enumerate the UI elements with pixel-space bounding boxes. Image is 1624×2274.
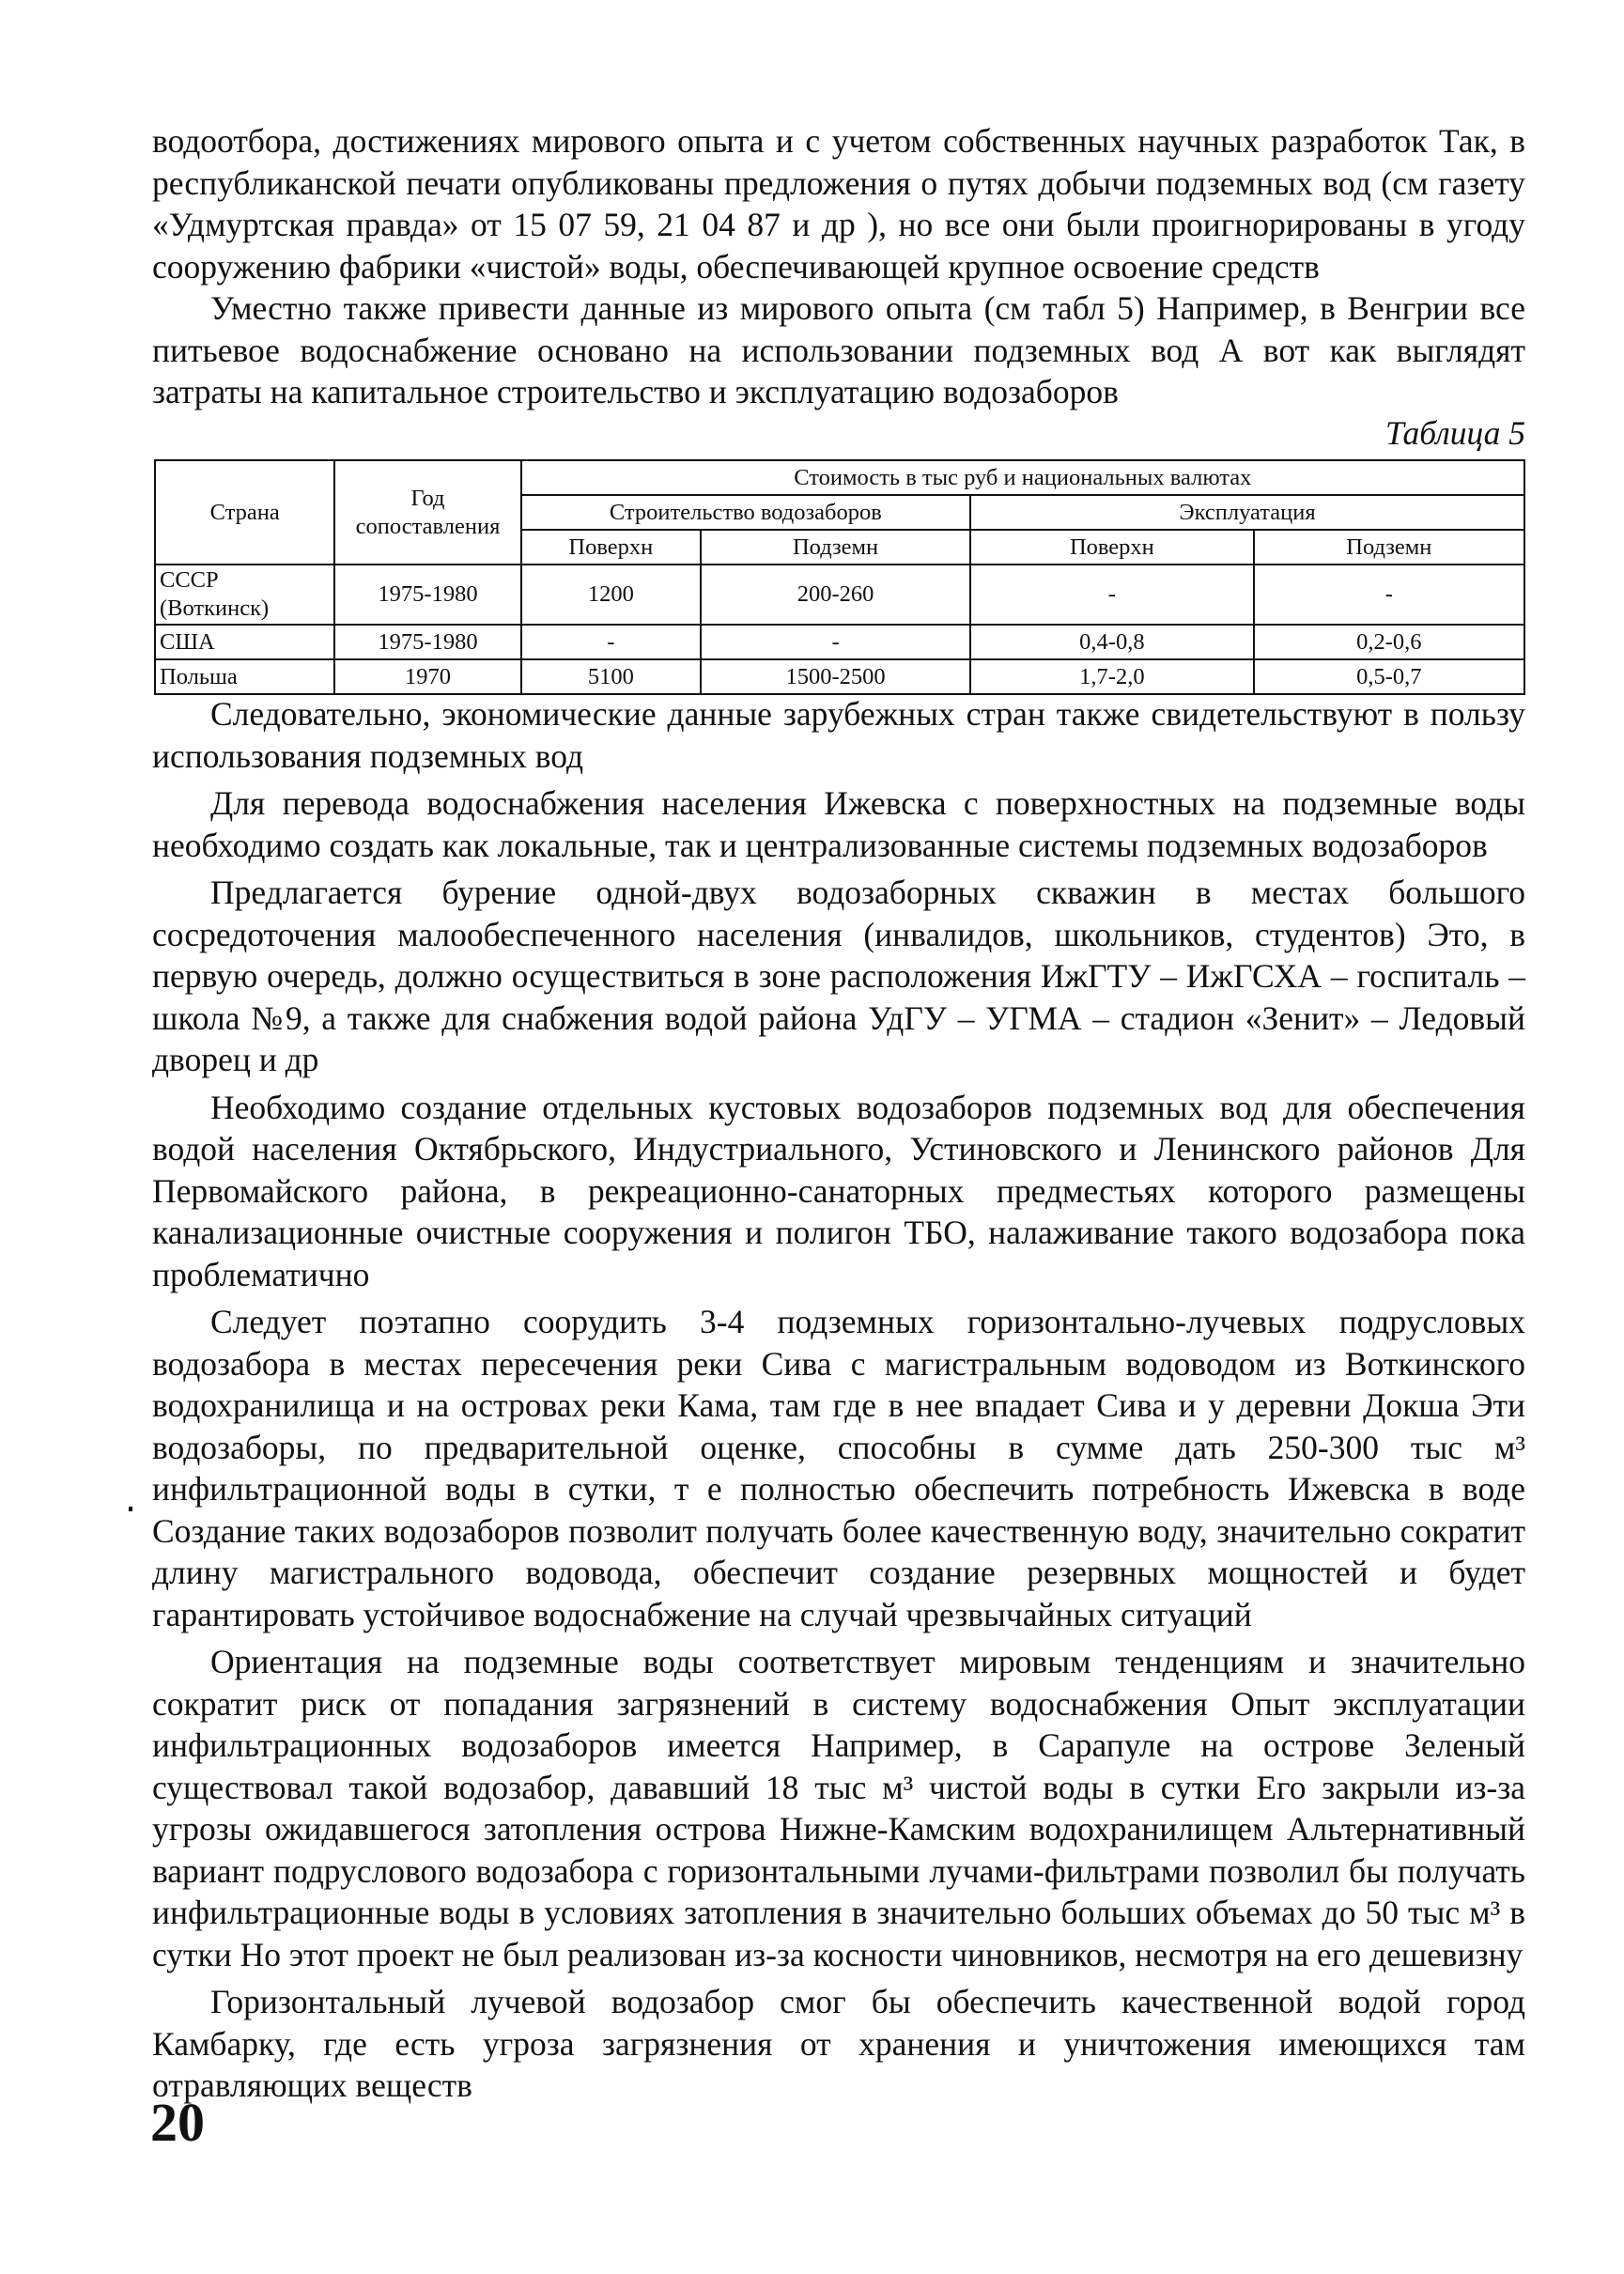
table-header-row [155,460,1524,495]
header-operation: Эксплуатация [970,495,1524,530]
header-surface: Поверхн [970,530,1254,565]
paragraph: Для перевода водоснабжения населения Ижевска с поверхностных на подземные воды необходимо создать как локальные, так и централизованные системы подземных водозаборов [152,784,1525,864]
cell-operation-surface: 1,7-2,0 [970,659,1254,694]
table-row [155,659,1524,694]
cell-construction-surface: - [521,625,701,659]
cell-operation-underground: 0,2-0,6 [1254,625,1524,659]
cell-country: СССР (Воткинск) [155,565,334,625]
header-year: Год сопоставления [334,460,520,565]
cell-construction-underground: 1500-2500 [701,659,970,694]
paragraph: водоотбора, достижениях мирового опыта и с учетом собственных научных разработок Так, в республиканской печати опубликованы предложения о путях добычи подземных вод (см газету «Удмуртская правда» от 15 07 59, 21 04 87 и др ), но все они были проигнорированы в угоду сооружению фабрики «чистой» воды, обеспечивающей крупное освоение средств [152,122,1525,286]
cell-operation-surface: 0,4-0,8 [970,625,1254,659]
cell-construction-underground: 200-260 [701,565,970,625]
page-number: 20 [150,2092,205,2153]
header-underground: Подземн [1254,530,1524,565]
cell-country: США [155,625,334,659]
cell-construction-underground: - [701,625,970,659]
header-country: Страна [155,460,334,565]
paragraph: Необходимо создание отдельных кустовых водозаборов подземных вод для обеспечения водой населения Октябрьского, Индустриального, Устиновского и Ленинского районов Для Первомайского района, в рекреационно-санаторных предместьях которого размещены канализационные очистные сооружения и полигон ТБО, налаживание такого водозабора пока проблематично [152,1088,1525,1293]
header-underground: Подземн [701,530,970,565]
table-row [155,565,1524,625]
paragraph: Следовательно, экономические данные зарубежных стран также свидетельствуют в пользу использования подземных вод [152,695,1525,775]
table-caption: Таблица 5 [1385,414,1525,452]
text-block-top [152,120,1525,413]
cell-year: 1970 [334,659,520,694]
cell-year: 1975-1980 [334,565,520,625]
text-block-bottom [152,693,1525,2107]
header-construction: Строительство водозаборов [521,495,970,530]
cell-construction-surface: 5100 [521,659,701,694]
paragraph: Горизонтальный лучевой водозабор смог бы обеспечить качественной водой город Камбарку, где есть угроза загрязнения от хранения и уничтожения имеющихся там отравляющих веществ [152,1983,1525,2104]
cell-operation-underground: 0,5-0,7 [1254,659,1524,694]
paragraph: Уместно также привести данные из мирового опыта (см табл 5) Например, в Венгрии все питьевое водоснабжение основано на использовании подземных вод А вот как выглядят затраты на капитальное строительство и эксплуатацию водозаборов [152,289,1525,410]
header-surface: Поверхн [521,530,701,565]
cell-country: Польша [155,659,334,694]
cell-construction-surface: 1200 [521,565,701,625]
paragraph: Следует поэтапно соорудить 3-4 подземных горизонтально-лучевых подрусловых водозабора в местах пересечения реки Сива с магистральным водоводом из Воткинского водохранилища и на островах реки Кама, там где в нее впадает Сива и у деревни Докша Эти водозаборы, по предварительной оценке, способны в сумме дать 250-300 тыс м³ инфильтрационной воды в сутки, т е полностью обеспечить потребность Ижевска в воде Создание таких водозаборов позволит получать более качественную воду, значительно сократит длину магистрального водовода, обеспечит создание резервных мощностей и будет гарантировать устойчивое водоснабжение на случай чрезвычайных ситуаций [152,1303,1525,1633]
cell-year: 1975-1980 [334,625,520,659]
header-cost: Стоимость в тыс руб и национальных валютах [521,460,1524,495]
paragraph: Предлагается бурение одной-двух водозаборных скважин в местах большого сосредоточения малообеспеченного населения (инвалидов, школьников, студентов) Это, в первую очередь, должно осуществиться в зоне расположения ИжГТУ – ИжГСХА – госпиталь – школа №9, а также для снабжения водой района УдГУ – УГМА – стадион «Зенит» – Ледовый дворец и др [152,874,1525,1078]
cell-operation-underground: - [1254,565,1524,625]
table-row [155,625,1524,659]
cost-table [154,459,1525,695]
cell-operation-surface: - [970,565,1254,625]
paragraph: Ориентация на подземные воды соответствует мировым тенденциям и значительно сократит риск от попадания загрязнений в систему водоснабжения Опыт эксплуатации инфильтрационных водозаборов имеется Например, в Сарапуле на острове Зеленый существовал такой водозабор, дававший 18 тыс м³ чистой воды в сутки Его закрыли из-за угрозы ожидавшегося затопления острова Нижне-Камским водохранилищем Альтернативный вариант подруслового водозабора с горизонтальными лучами-фильтрами позволил бы получать инфильтрационные воды в условиях затопления в значительно больших объемах до 50 тыс м³ в сутки Но этот проект не был реализован из-за косности чиновников, несмотря на его дешевизну [152,1643,1525,1973]
stray-mark [129,1507,132,1511]
